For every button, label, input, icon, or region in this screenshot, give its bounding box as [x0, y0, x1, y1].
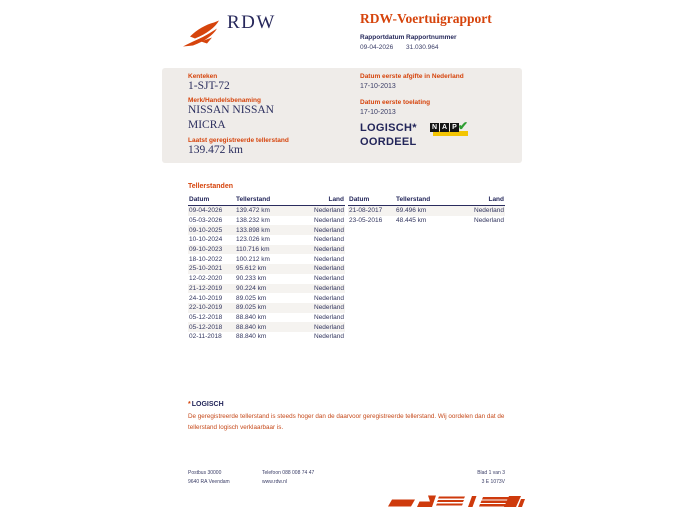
table-cell: 09-10-2023 [189, 246, 223, 254]
table-body [348, 206, 505, 225]
oordeel-line2: OORDEEL [360, 136, 417, 148]
table-row [348, 206, 505, 216]
rdw-wordmark: RDW [227, 12, 276, 33]
rdw-stripe-graphic-icon [388, 493, 525, 510]
report-number-value: 31.030.964 [406, 44, 439, 51]
nap-logo [430, 119, 470, 140]
table-body [188, 206, 345, 342]
footer-address-line1: Postbus 30000 [188, 470, 222, 476]
table-cell: Nederland [314, 226, 344, 234]
page-title: RDW-Voertuigrapport [360, 11, 492, 26]
nap-letter-a: A [441, 124, 448, 131]
table-row [188, 254, 345, 264]
table-cell: 25-10-2021 [189, 265, 223, 273]
table-row [188, 303, 345, 313]
table-cell: 09-10-2025 [189, 226, 223, 234]
table-cell: 89.025 km [236, 294, 267, 302]
footnote-asterisk: * [188, 401, 191, 408]
header-datum: Datum [189, 196, 210, 203]
footer-contact [262, 469, 314, 487]
table-row [348, 216, 505, 226]
table-cell: 05-12-2018 [189, 323, 223, 331]
table-row [188, 206, 345, 216]
table-cell: 69.496 km [396, 207, 427, 215]
table-cell: Nederland [314, 255, 344, 263]
table-cell: 48.445 km [396, 217, 427, 225]
table-cell: 05-03-2026 [189, 217, 223, 225]
footer-phone: Telefoon 088 008 74 47 [262, 470, 315, 476]
table-cell: 21-12-2019 [189, 284, 223, 292]
table-cell: 90.233 km [236, 275, 267, 283]
table-cell: 22-10-2019 [189, 304, 223, 312]
table-row [188, 293, 345, 303]
footer-page-info [420, 469, 505, 487]
table-row [188, 235, 345, 245]
table-cell: Nederland [314, 246, 344, 254]
table-cell: 09-04-2026 [189, 207, 223, 215]
table-cell: Nederland [314, 304, 344, 312]
table-cell: 100.212 km [236, 255, 270, 263]
report-date-label: Rapportdatum [360, 34, 405, 41]
header-tellerstand: Tellerstand [236, 196, 271, 203]
kenteken-value: 1-SJT-72 [188, 80, 230, 92]
table-cell: Nederland [314, 236, 344, 244]
rdw-logo [182, 12, 276, 49]
table-cell: Nederland [314, 333, 344, 341]
afgifte-label: Datum eerste afgifte in Nederland [360, 73, 464, 80]
table-cell: Nederland [314, 217, 344, 225]
footer-website: www.rdw.nl [262, 479, 288, 485]
report-number-label: Rapportnummer [406, 34, 457, 41]
nap-letter-n: N [431, 124, 438, 131]
table-cell: Nederland [314, 313, 344, 321]
report-number [406, 34, 457, 51]
table-cell: Nederland [474, 207, 504, 215]
footer-form-code: 3 E 1073V [481, 479, 505, 485]
table-cell: 10-10-2024 [189, 236, 223, 244]
footer-address-line2: 9640 RA Veendam [188, 479, 230, 485]
table-cell: Nederland [314, 294, 344, 302]
table-cell: 02-11-2018 [189, 333, 222, 341]
merk-value-line2: MICRA [188, 119, 226, 131]
table-cell: 18-10-2022 [189, 255, 223, 263]
tellerstanden-table-left [188, 194, 345, 342]
table-row [188, 332, 345, 342]
table-cell: 12-02-2020 [189, 275, 223, 283]
table-header-row [348, 194, 505, 206]
table-row [188, 313, 345, 323]
laatste-tellerstand-label: Laatst geregistreerde tellerstand [188, 137, 289, 144]
table-row [188, 225, 345, 235]
table-cell: 139.472 km [236, 207, 270, 215]
nap-letter-p: P [450, 123, 459, 132]
tellerstanden-title: Tellerstanden [188, 183, 233, 190]
header-datum: Datum [349, 196, 370, 203]
table-cell: Nederland [314, 275, 344, 283]
merk-value-line1: NISSAN NISSAN [188, 104, 274, 116]
table-cell: 88.840 km [236, 323, 267, 331]
table-cell: Nederland [314, 284, 344, 292]
table-cell: 95.612 km [236, 265, 267, 273]
table-header-row [188, 194, 345, 206]
table-cell: Nederland [474, 217, 504, 225]
table-cell: Nederland [314, 265, 344, 273]
table-cell: 110.716 km [236, 246, 270, 254]
table-row [188, 216, 345, 226]
toelating-label: Datum eerste toelating [360, 99, 431, 106]
rdw-eagle-icon [182, 18, 220, 49]
kenteken-label: Kenteken [188, 73, 218, 80]
toelating-value: 17-10-2013 [360, 109, 396, 116]
table-row [188, 284, 345, 294]
table-cell: 21-08-2017 [349, 207, 383, 215]
table-cell: 88.840 km [236, 333, 267, 341]
table-cell: 90.224 km [236, 284, 267, 292]
table-cell: 123.026 km [236, 236, 270, 244]
oordeel-text [360, 121, 417, 149]
table-cell: 88.840 km [236, 313, 267, 321]
table-cell: 24-10-2019 [189, 294, 223, 302]
nap-check-icon: ✔ [458, 119, 469, 133]
header-land: Land [328, 196, 344, 203]
footnote-title-text: LOGISCH [191, 401, 224, 408]
table-row [188, 274, 345, 284]
report-date [360, 34, 404, 51]
table-cell: 05-12-2018 [189, 313, 223, 321]
laatste-tellerstand-value: 139.472 km [188, 144, 243, 156]
merk-label: Merk/Handelsbenaming [188, 97, 261, 104]
table-cell: 133.898 km [236, 226, 270, 234]
table-cell: Nederland [314, 207, 344, 215]
footnote-title [188, 401, 224, 408]
header-tellerstand: Tellerstand [396, 196, 431, 203]
footnote-text: De geregistreerde tellerstand is steeds hoger dan de daarvoor geregistreerde tellerstand. Wij oordelen dan dat de tellerstand logisch verklaarbaar is. [188, 413, 505, 431]
header-land: Land [488, 196, 504, 203]
table-cell: 23-05-2016 [349, 217, 383, 225]
report-date-value: 09-04-2026 [360, 44, 394, 51]
afgifte-value: 17-10-2013 [360, 83, 396, 90]
table-cell: 138.232 km [236, 217, 270, 225]
footer-page-number: Blad 1 van 3 [477, 470, 505, 476]
vehicle-summary-panel [162, 68, 522, 163]
table-row [188, 245, 345, 255]
table-row [188, 322, 345, 332]
footer-address [188, 469, 230, 487]
table-cell: Nederland [314, 323, 344, 331]
table-row [188, 264, 345, 274]
table-cell: 89.025 km [236, 304, 267, 312]
tellerstanden-table-right [348, 194, 505, 225]
oordeel-line1: LOGISCH* [360, 122, 417, 134]
